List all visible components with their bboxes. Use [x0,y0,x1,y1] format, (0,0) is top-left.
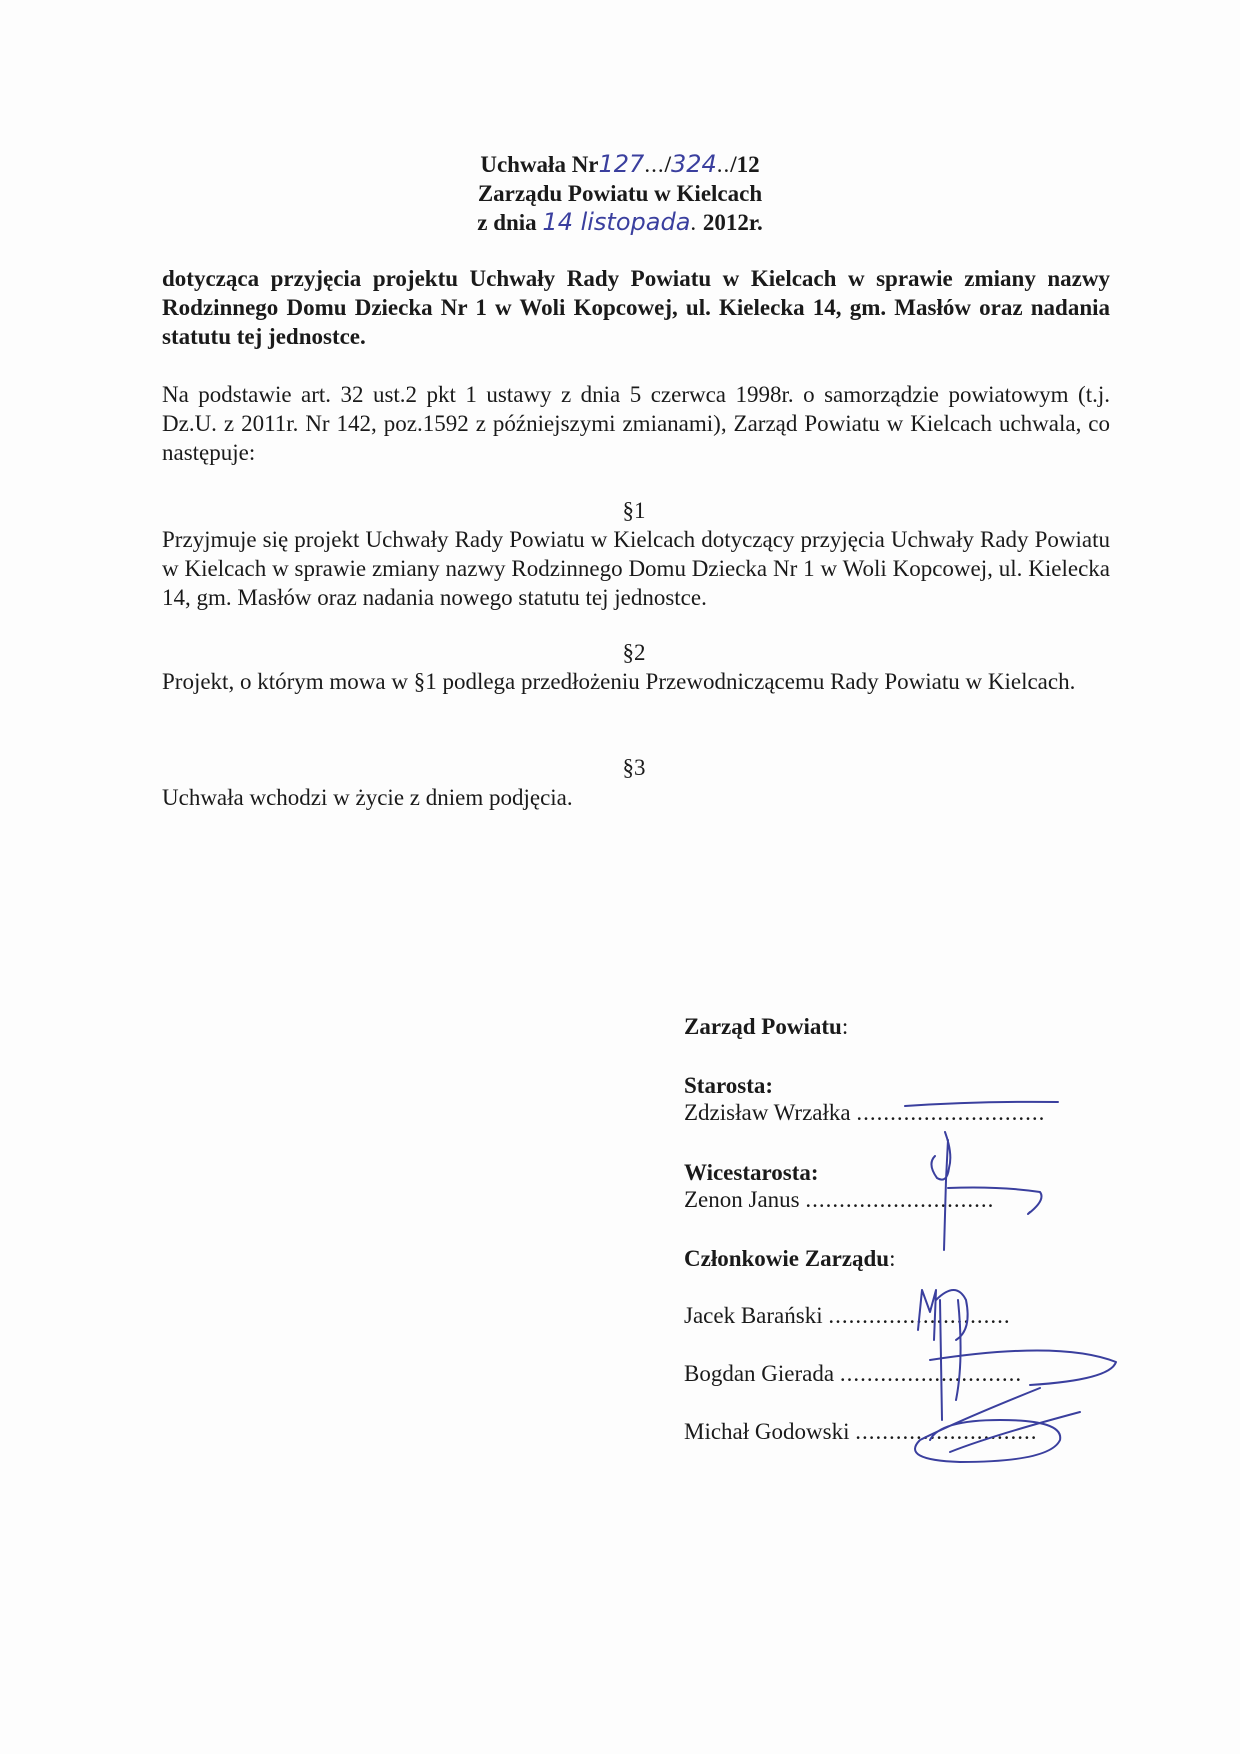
starosta-label: Starosta: [684,1073,774,1098]
members-title [684,1244,1114,1273]
member-signature-line [684,1303,1011,1329]
section-1-text: Przyjmuje się projekt Uchwały Rady Powiatu w Kielcach dotyczący przyjęcia Uchwały Rady Powiatu w Kielcach w sprawie zmiany nazwy Rodzinnego Domu Dziecka Nr 1 w Woli Kopcowej, ul. Kielecka 14, gm. Masłów oraz nadania nowego statutu tej jednostce. [162,527,1110,610]
resolution-number-line: Uchwała Nr127.../324../12 [480,150,760,178]
issuing-body: Zarządu Powiatu w Kielcach [477,181,763,206]
handwritten-number-b: 324 [670,150,717,178]
starosta-leader: ............................ [856,1100,1046,1125]
wicestarosta-name: Zenon Janus [684,1187,800,1212]
board-title-colon: : [841,1014,849,1039]
members-title-colon: : [889,1246,896,1271]
board-title-text: Zarząd Powiatu [684,1014,842,1039]
resolution-number-prefix: Uchwała Nr [480,152,599,177]
section-2-heading: §2 [622,640,646,665]
board-title [684,1012,1114,1041]
date-prefix: z dnia [477,210,537,235]
date-year: 2012r. [702,210,763,235]
starosta-signature-line [684,1100,1045,1126]
section-3-text: Uchwała wchodzi w życie z dniem podjęcia. [162,785,573,810]
member-leader: ........................... [855,1419,1038,1444]
resolution-subject: dotycząca przyjęcia projektu Uchwały Rady Powiatu w Kielcach w sprawie zmiany nazwy Rodzinnego Domu Dziecka Nr 1 w Woli Kopcowej, ul. Kielecka 14, gm. Masłów oraz nadania statutu tej jednostce. [162,266,1110,349]
member-leader: ........................... [839,1361,1023,1386]
member-signature-line [684,1361,1022,1387]
member-name: Bogdan Gierada [684,1361,835,1386]
wicestarosta-leader: ............................ [805,1187,995,1212]
legal-basis-paragraph: Na podstawie art. 32 ust.2 pkt 1 ustawy z dnia 5 czerwca 1998r. o samorządzie powiatowym (t.j. Dz.U. z 2011r. Nr 142, poz.1592 z późniejszymi zmianami), Zarząd Powiatu w Kielcach uchwala, co następuje: [162,382,1110,465]
resolution-number-suffix: /12 [730,152,760,177]
wicestarosta-label: Wicestarosta: [684,1160,819,1185]
members-title-text: Członkowie Zarządu [684,1246,890,1271]
member-signature-line [684,1419,1037,1445]
resolution-date-line: z dnia 14 listopada. 2012r. [477,208,763,236]
resolution-number-separator: / [664,152,671,177]
member-leader: ........................... [828,1303,1011,1328]
handwritten-number-a: 127 [598,150,645,178]
starosta-name: Zdzisław Wrzałka [684,1100,851,1125]
section-3-heading: §3 [622,755,646,780]
member-name: Jacek Barański [684,1303,823,1328]
wicestarosta-signature-line [684,1187,994,1213]
resolution-header [0,150,1240,237]
section-1-heading: §1 [622,498,646,523]
section-2-text: Projekt, o którym mowa w §1 podlega przedłożeniu Przewodniczącemu Rady Powiatu w Kielcach. [162,669,1076,694]
handwritten-date: 14 listopada [542,208,691,236]
member-name: Michał Godowski [684,1419,850,1444]
